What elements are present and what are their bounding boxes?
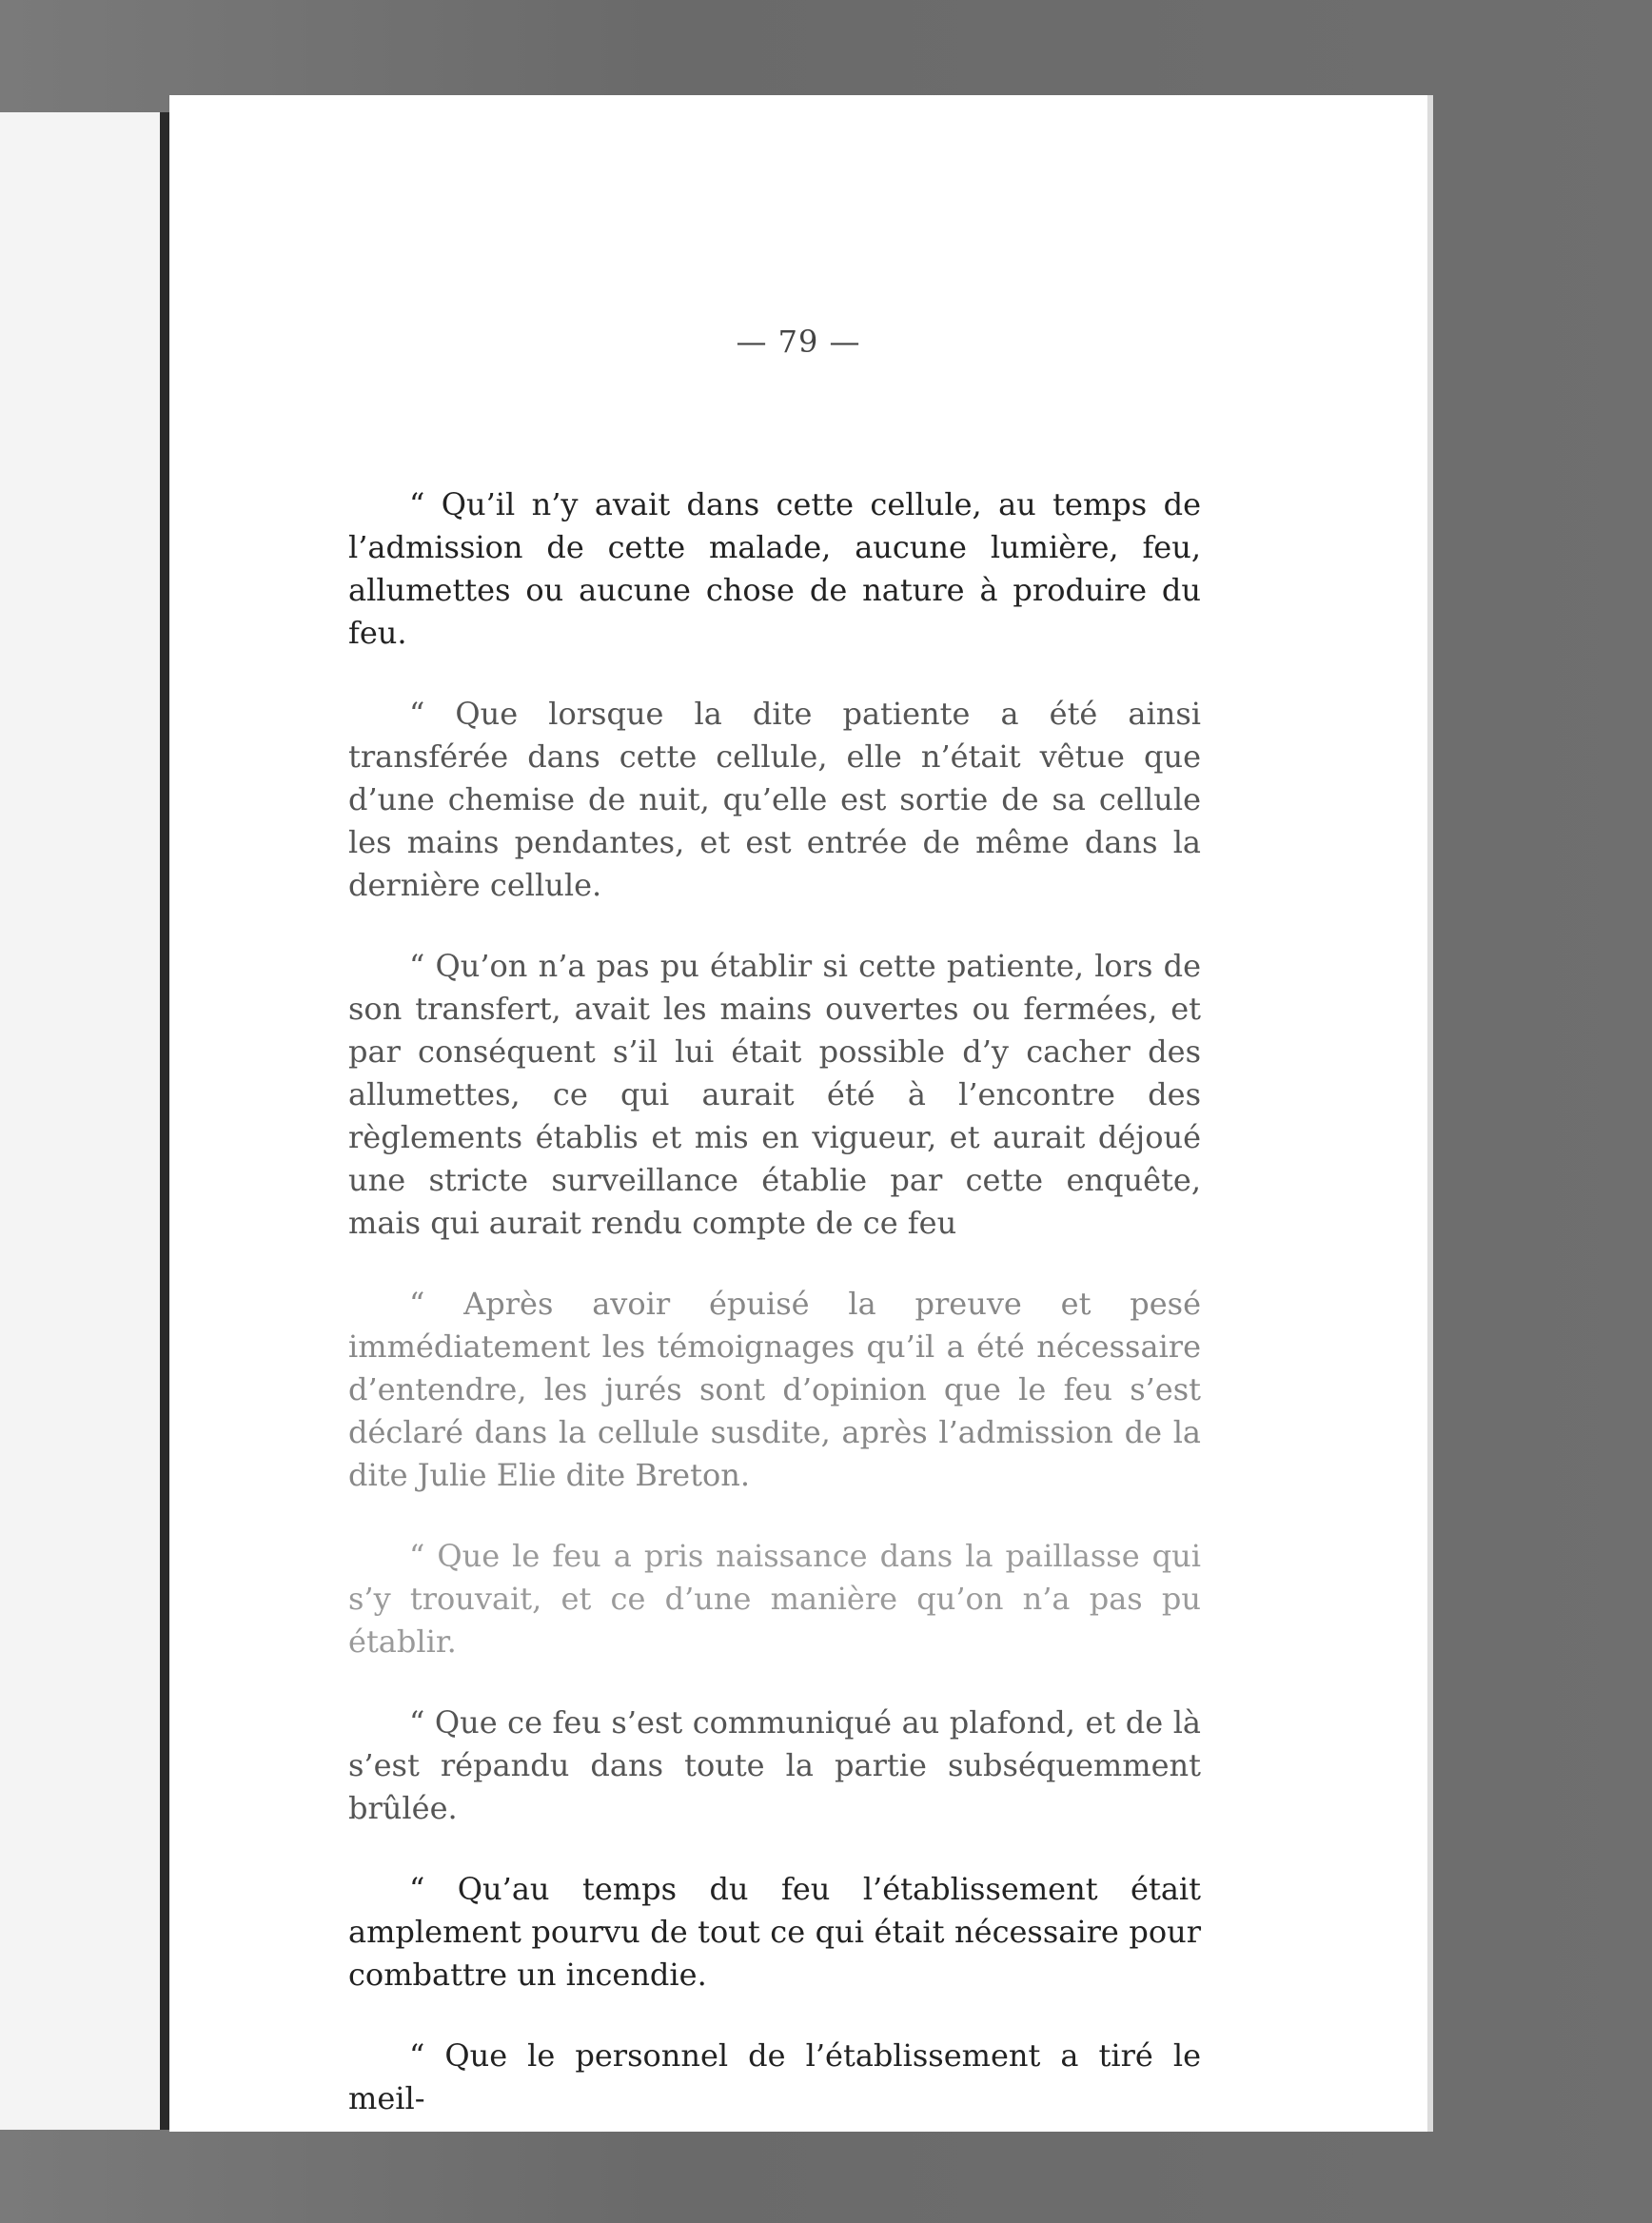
paragraph-5: “ Que le feu a pris naissance dans la paillasse qui s’y trouvait, et ce d’une manière qu’on n’a pas pu établir. — [348, 1538, 1201, 1660]
paragraph-6: “ Que ce feu s’est communiqué au plafond, et de là s’est répandu dans toute la partie subséquemment brûlée. — [348, 1704, 1201, 1826]
paragraph-8: “ Que le personnel de l’établissement a tiré le meil- — [348, 2037, 1201, 2116]
paragraph-4: “ Après avoir épuisé la preuve et pesé immédiatement les témoignages qu’il a été nécessaire d’entendre, les jurés sont d’opinion que le feu s’est déclaré dans la cellule susdite, après l’admission de la dite Julie Elie dite Breton. — [348, 1286, 1201, 1493]
paragraph-7: “ Qu’au temps du feu l’établissement était amplement pourvu de tout ce qui était nécessaire pour combattre un incendie. — [348, 1871, 1201, 1993]
paragraph-1: “ Qu’il n’y avait dans cette cellule, au temps de l’admission de cette malade, aucune lumière, feu, allumettes ou aucune chose de nature à produire du feu. — [348, 486, 1201, 651]
page-number: — 79 — — [736, 324, 861, 360]
paragraph-2: “ Que lorsque la dite patiente a été ainsi transférée dans cette cellule, elle n’était vêtue que d’une chemise de nuit, qu’elle est sortie de sa cellule les mains pendantes, et est entrée de même dans la dernière cellule. — [348, 696, 1201, 903]
book-gutter — [160, 112, 169, 2130]
page-body — [348, 483, 1201, 2158]
facing-page-edge — [0, 112, 167, 2130]
paragraph-3: “ Qu’on n’a pas pu établir si cette patiente, lors de son transfert, avait les mains ouvertes ou fermées, et par conséquent s’il lui était possible d’y cacher des allumettes, ce qui aurait été à l’encontre des règlements établis et mis en vigueur, et aurait déjoué une stricte surveillance établie par cette enquête, mais qui aurait rendu compte de ce feu — [348, 948, 1201, 1241]
document-page — [169, 95, 1427, 2132]
